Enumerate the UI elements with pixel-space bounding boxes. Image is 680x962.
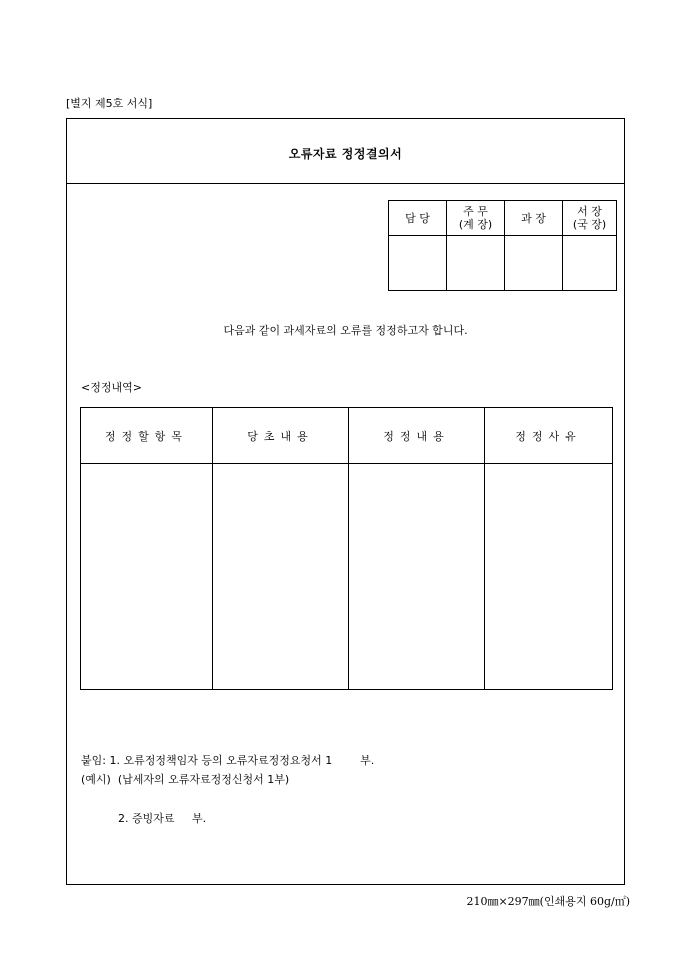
cell-corrected[interactable]: [349, 464, 485, 690]
cell-reason[interactable]: [485, 464, 613, 690]
column-header-item: 정정할항목: [81, 408, 213, 464]
approval-header-staff: [389, 201, 447, 236]
column-header-original: 당초내용: [213, 408, 349, 464]
attachment-line-2: 2. 증빙자료 부.: [118, 812, 207, 825]
cell-item[interactable]: [81, 464, 213, 690]
signature-box-chief[interactable]: [447, 236, 505, 291]
approval-header-director: [563, 201, 617, 236]
approval-header-chief: [447, 201, 505, 236]
signature-box-section-head[interactable]: [505, 236, 563, 291]
approval-header-section-head: [505, 201, 563, 236]
section-label: <정정내역>: [81, 381, 142, 394]
column-header-corrected: 정정내용: [349, 408, 485, 464]
form-frame: [66, 118, 625, 885]
approval-header-label: 담 당: [405, 211, 430, 225]
approval-header-sublabel: (계 장): [458, 218, 493, 231]
approval-header-label: 서 장: [577, 205, 602, 218]
correction-detail-table: [80, 407, 613, 690]
form-number-label: [별지 제5호 서식]: [66, 97, 153, 110]
paper-size-note: 210㎜×297㎜(인쇄용지 60g/㎡): [466, 895, 630, 908]
cell-original[interactable]: [213, 464, 349, 690]
approval-header-label: 과 장: [521, 211, 546, 225]
approval-header-sublabel: (국 장): [572, 218, 607, 231]
attachment-line-1: 붙임: 1. 오류정정책임자 등의 오류자료정정요청서 1 부.: [81, 754, 375, 767]
signature-box-director[interactable]: [563, 236, 617, 291]
intro-text: 다음과 같이 과세자료의 오류를 정정하고자 합니다.: [223, 324, 468, 337]
attachment-example-line: (예시) (납세자의 오류자료정정신청서 1부): [81, 773, 290, 786]
approval-table: [388, 200, 617, 291]
form-title: 오류자료 정정결의서: [288, 147, 403, 161]
approval-header-label: 주 무: [463, 205, 488, 218]
title-row: [67, 119, 624, 184]
signature-box-staff[interactable]: [389, 236, 447, 291]
column-header-reason: 정정사유: [485, 408, 613, 464]
